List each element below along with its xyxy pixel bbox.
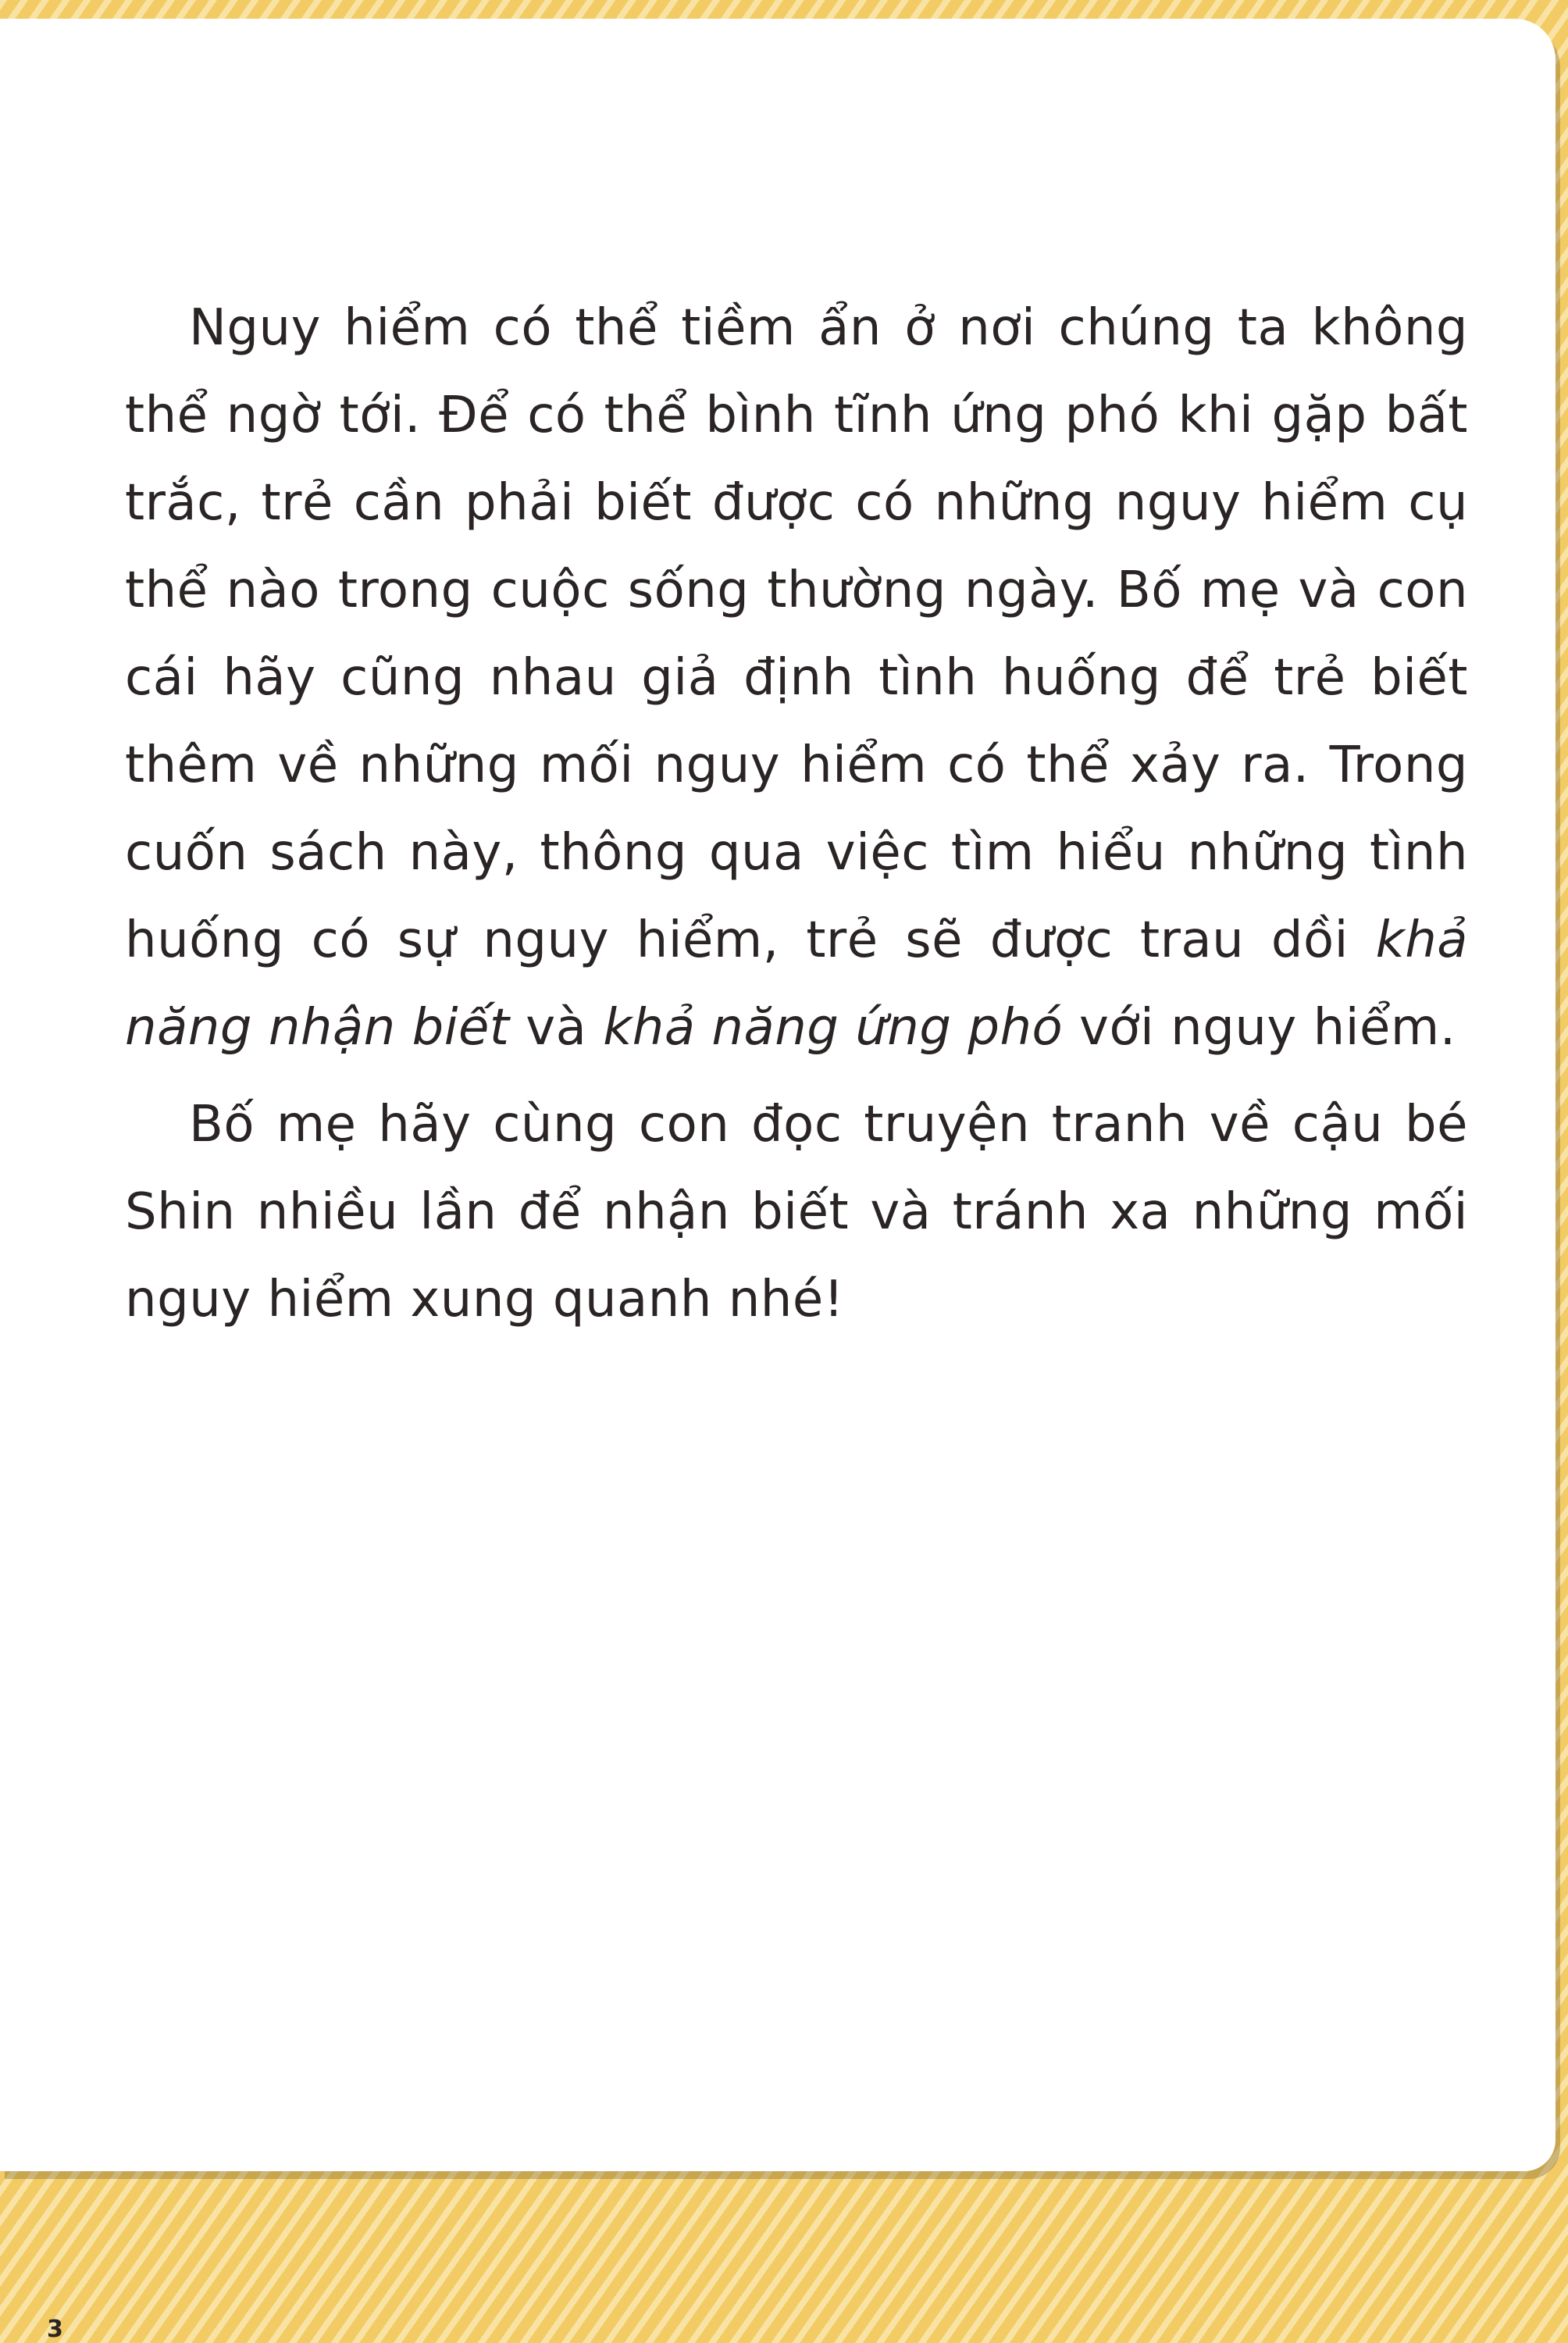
paragraph-1: [125, 284, 1468, 1072]
paragraph-1-connector: và: [509, 999, 604, 1057]
body-text: [125, 284, 1468, 1343]
paragraph-2: Bố mẹ hãy cùng con đọc truyện tranh về cậu bé Shin nhiều lần để nhận biết và tránh xa những mối nguy hiểm xung quanh nhé!: [125, 1096, 1468, 1328]
page-number: 3: [47, 2316, 63, 2343]
emphasis-recognition: khả năng nhận biết: [125, 911, 1468, 1057]
emphasis-response: khả năng ứng phó: [603, 999, 1064, 1057]
page-card: [0, 19, 1556, 2171]
paragraph-1-ending: với nguy hiểm.: [1063, 999, 1456, 1057]
paragraph-1-text: Nguy hiểm có thể tiềm ẩn ở nơi chúng ta không thể ngờ tới. Để có thể bình tĩnh ứng phó khi gặp bất trắc, trẻ cần phải biết được có những nguy hiểm cụ thể nào trong cuộc sống thường ngày. Bố mẹ và con cái hãy cũng nhau giả định tình huống để trẻ biết thêm về những mối nguy hiểm có thể xảy ra. Trong cuốn sách này, thông qua việc tìm hiểu những tình huống có sự nguy hiểm, trẻ sẽ được trau dồi: [125, 299, 1468, 969]
